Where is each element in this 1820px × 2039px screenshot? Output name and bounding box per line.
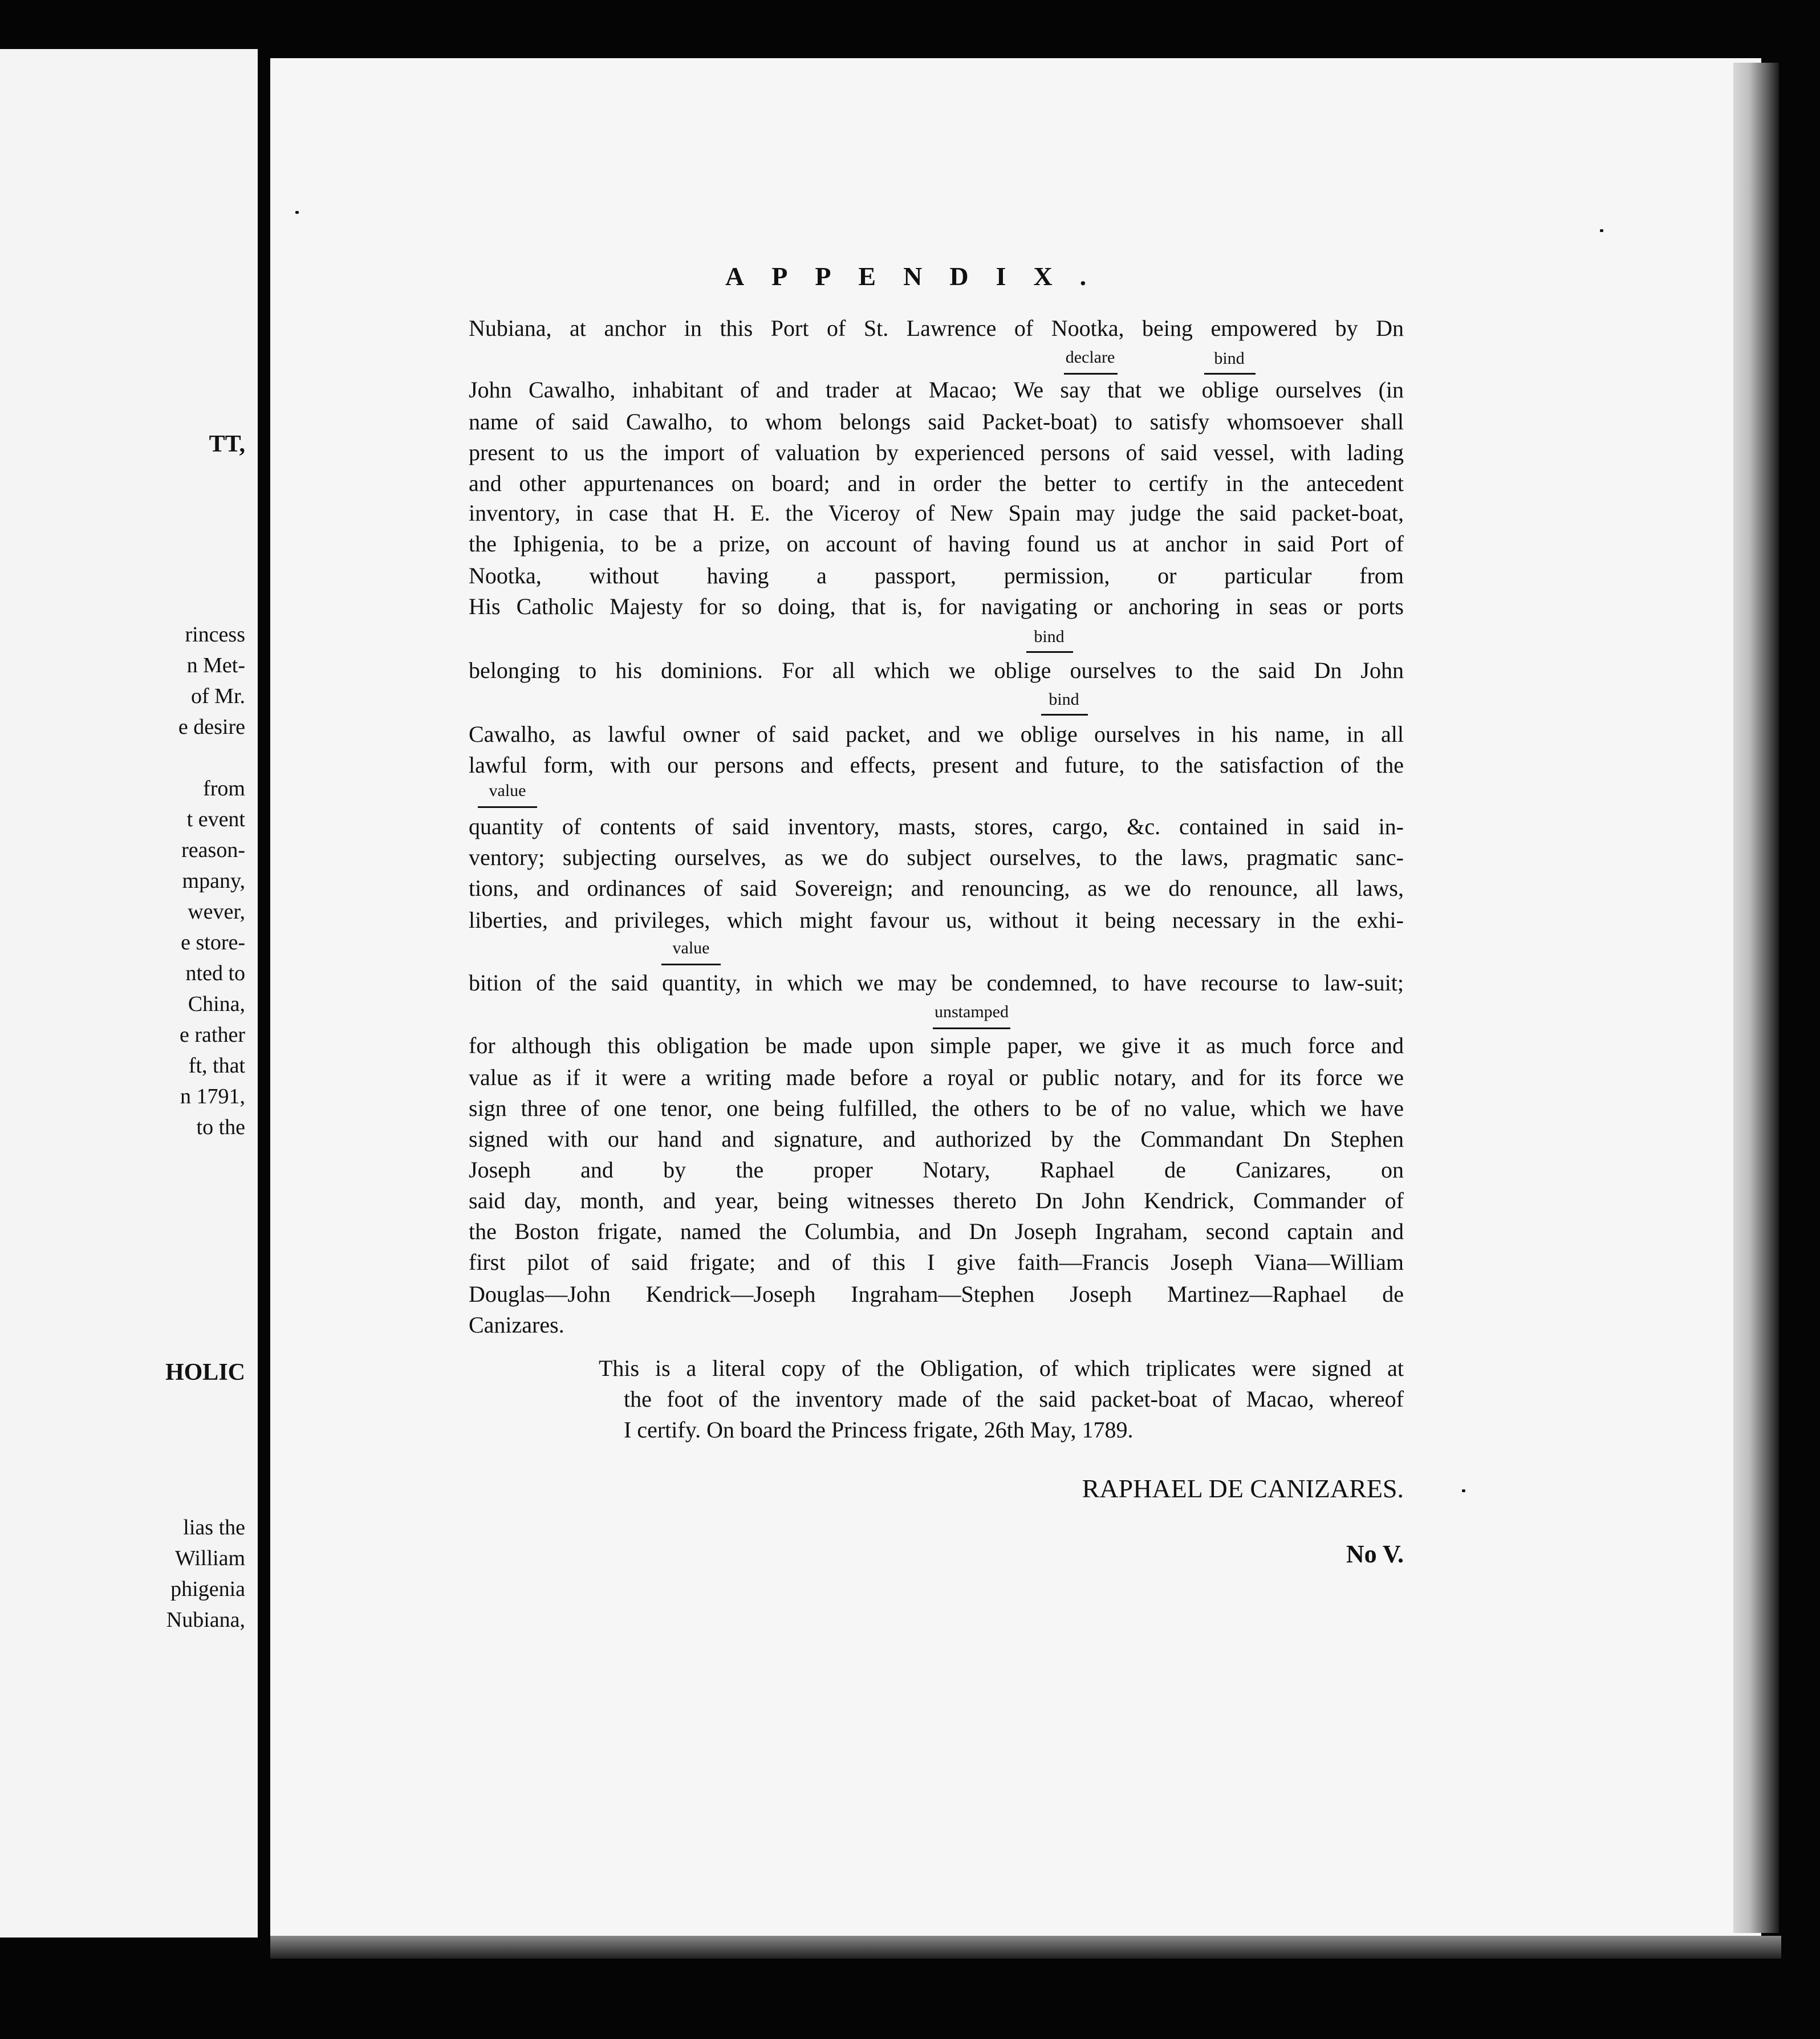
annotation-value: value — [672, 939, 710, 957]
text-line: Cawalho, as lawful owner of said packet, and we oblige ourselves in his name, in all — [469, 721, 1404, 747]
page-bottom-shadow — [270, 1936, 1781, 1959]
text-line: the Boston frigate, named the Columbia, and Dn Joseph Ingraham, second captain and — [469, 1218, 1404, 1244]
annotation-bind: bind — [1049, 690, 1079, 709]
annotation-rule — [478, 806, 537, 808]
annotation-bind: bind — [1034, 627, 1065, 646]
text-line: Joseph and by the proper Notary, Raphael de Canizares, on — [469, 1157, 1404, 1183]
left-page-line: e desire — [178, 715, 245, 739]
left-page-line: TT, — [209, 431, 245, 457]
closing-line: I certify. On board the Princess frigate, 26th May, 1789. — [624, 1417, 1134, 1443]
left-page-line: China, — [188, 992, 245, 1016]
ink-speck — [1462, 1489, 1465, 1492]
left-page-line: of Mr. — [191, 684, 245, 708]
text-line: the Iphigenia, to be a prize, on account of having found us at anchor in said Port of — [469, 531, 1404, 557]
annotation-rule — [661, 964, 721, 965]
left-page-line: mpany, — [182, 869, 245, 893]
text-line: Nootka, without having a passport, permission, or particular from — [469, 563, 1404, 588]
text-line: ventory; subjecting ourselves, as we do subject ourselves, to the laws, pragmatic sanc- — [469, 844, 1404, 870]
text-line: belonging to his dominions. For all which we oblige ourselves to the said Dn John — [469, 657, 1404, 683]
text-line: and other appurtenances on board; and in order the better to certify in the antecedent — [469, 470, 1404, 496]
signature: RAPHAEL DE CANIZARES. — [1082, 1474, 1404, 1503]
text-line: said day, month, and year, being witnesses thereto Dn John Kendrick, Commander of — [469, 1188, 1404, 1213]
left-page-line: rincess — [185, 623, 245, 647]
text-line: lawful form, with our persons and effects, present and future, to the satisfaction of the — [469, 752, 1404, 778]
annotation-rule — [1026, 651, 1073, 653]
left-page-line: e store- — [181, 931, 245, 954]
text-line: liberties, and privileges, which might favour us, without it being necessary in the exhi- — [469, 907, 1404, 933]
left-page-line: from — [203, 777, 245, 801]
left-page-line: to the — [196, 1115, 245, 1139]
text-line: name of said Cawalho, to whom belongs said Packet-boat) to satisfy whomsoever shall — [469, 409, 1404, 434]
annotation-rule — [933, 1027, 1010, 1029]
text-line: quantity of contents of said inventory, masts, stores, cargo, &c. contained in said in- — [469, 814, 1404, 839]
text-line: John Cawalho, inhabitant of and trader at Macao; We say that we oblige ourselves (in — [469, 377, 1404, 403]
text-line: tions, and ordinances of said Sovereign; and renouncing, as we do renounce, all laws, — [469, 875, 1404, 901]
text-line: inventory, in case that H. E. the Viceroy of New Spain may judge the said packet-boat, — [469, 500, 1404, 526]
left-page-line: n Met- — [186, 653, 245, 677]
text-line: value as if it were a writing made before a royal or public notary, and for its force we — [469, 1065, 1404, 1090]
left-page-line: William — [175, 1546, 245, 1570]
annotation-rule — [1064, 373, 1118, 375]
annotation-rule — [1041, 714, 1088, 716]
text-line: bition of the said quantity, in which we may be condemned, to have recourse to law-suit; — [469, 970, 1404, 996]
left-page-line: ft, that — [188, 1054, 245, 1078]
left-page-line: nted to — [185, 961, 245, 985]
text-line: sign three of one tenor, one being fulfilled, the others to be of no value, which we have — [469, 1095, 1404, 1121]
annotation-value: value — [489, 781, 526, 800]
left-page-line: e rather — [180, 1023, 245, 1047]
text-line: His Catholic Majesty for so doing, that is, for navigating or anchoring in seas or ports — [469, 594, 1404, 619]
annotation-bind: bind — [1214, 349, 1245, 368]
left-page-line: reason- — [181, 838, 245, 862]
text-line: present to us the import of valuation by experienced persons of said vessel, with lading — [469, 440, 1404, 465]
left-page-line: wever, — [188, 900, 245, 924]
text-line: for although this obligation be made upon simple paper, we give it as much force and — [469, 1033, 1404, 1058]
ink-speck — [295, 211, 299, 214]
text-line: signed with our hand and signature, and authorized by the Commandant Dn Stephen — [469, 1126, 1404, 1152]
annotation-unstamped: unstamped — [935, 1002, 1009, 1021]
left-page-line: phigenia — [170, 1577, 245, 1601]
text-line: Douglas—John Kendrick—Joseph Ingraham—Stephen Joseph Martinez—Raphael de — [469, 1281, 1404, 1307]
catchword: No V. — [1346, 1540, 1404, 1568]
text-line: Canizares. — [469, 1312, 564, 1338]
right-page — [270, 58, 1761, 1945]
left-page-line: Nubiana, — [166, 1608, 245, 1632]
annotation-rule — [1204, 373, 1256, 375]
left-page-line: HOLIC — [165, 1359, 245, 1386]
page-edge — [1733, 63, 1779, 1933]
left-page-line: n 1791, — [180, 1085, 245, 1108]
text-line: Nubiana, at anchor in this Port of St. Lawrence of Nootka, being empowered by Dn — [469, 315, 1404, 341]
left-page-line: lias the — [183, 1516, 245, 1540]
annotation-declare: declare — [1065, 348, 1115, 367]
left-page-line: t event — [186, 807, 245, 831]
text-line: first pilot of said frigate; and of this I give faith—Francis Joseph Viana—William — [469, 1249, 1404, 1275]
page-title: APPENDIX. — [725, 262, 1114, 291]
closing-line: the foot of the inventory made of the said packet-boat of Macao, whereof — [624, 1386, 1404, 1412]
closing-line: This is a literal copy of the Obligation, of which triplicates were signed at — [599, 1355, 1404, 1381]
ink-speck — [1600, 229, 1603, 232]
left-page — [0, 49, 258, 1938]
